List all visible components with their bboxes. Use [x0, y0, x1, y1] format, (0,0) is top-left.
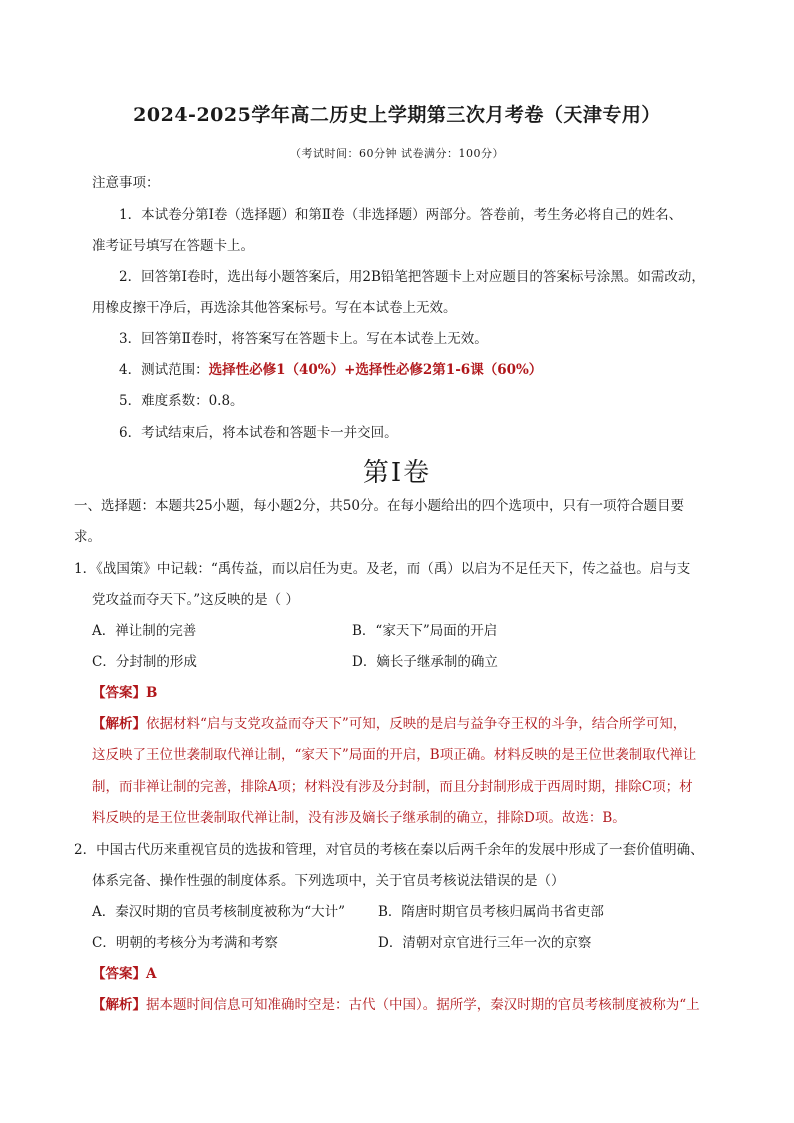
answer-label: 【答案】 [92, 685, 146, 701]
question-1-analysis [92, 714, 686, 734]
question-1-option-d: D．嫡长子继承制的确立 [352, 654, 498, 670]
question-1-stem: 1．《战国策》中记载：“禹传益，而以启任为吏。及老，而（禹）以启为不足任天下，传之益也。启与支 [74, 561, 691, 577]
analysis-label: 【解析】 [92, 997, 146, 1013]
page-title: 2024-2025学年高二历史上学期第三次月考卷（天津专用） [133, 104, 661, 126]
question-1-option-a: A．禅让制的完善 [92, 623, 197, 639]
question-2-answer [92, 964, 156, 984]
question-1-answer [92, 683, 157, 703]
note-item-1-cont: 准考证号填写在答题卡上。 [92, 238, 254, 254]
analysis-label: 【解析】 [92, 716, 146, 732]
note-item-4-label: 4．测试范围： [119, 362, 209, 378]
question-1-analysis-cont-2: 制，而非禅让制的完善，排除A项；材料没有涉及分封制，而且分封制形成于西周时期，排除C项；材 [92, 779, 693, 795]
answer-label: 【答案】 [92, 966, 146, 982]
question-1-option-b: B．“家天下”局面的开启 [352, 623, 498, 639]
note-item-2-cont: 用橡皮擦干净后，再选涂其他答案标号。写在本试卷上无效。 [92, 300, 457, 316]
question-2-analysis [92, 995, 700, 1015]
note-item-4 [119, 360, 542, 380]
answer-value: A [146, 966, 157, 982]
analysis-text: 据本题时间信息可知准确时空是：古代（中国）。据所学，秦汉时期的官员考核制度被称为“上 [146, 997, 700, 1013]
notes-heading: 注意事项： [92, 175, 160, 191]
question-2-stem-cont: 体系完备、操作性强的制度体系。下列选项中，关于官员考核说法错误的是（） [92, 873, 565, 889]
answer-value: B [146, 685, 158, 701]
note-item-6: 6．考试结束后，将本试卷和答题卡一并交回。 [119, 425, 398, 441]
section-instructions: 一、选择题：本题共25小题，每小题2分，共50分。在每小题给出的四个选项中，只有一项符合题目要 [74, 498, 684, 514]
question-2-option-b: B．隋唐时期官员考核归属尚书省吏部 [378, 904, 604, 920]
question-2-option-d: D．清朝对京官进行三年一次的京察 [378, 935, 592, 951]
section-instructions-cont: 求。 [74, 529, 101, 545]
exam-info: （考试时间：60分钟 试卷满分：100分） [290, 147, 504, 160]
note-item-5: 5．难度系数：0.8。 [119, 393, 244, 409]
question-1-stem-cont: 党攻益而夺天下。”这反映的是（ ） [92, 592, 299, 608]
analysis-text: 依据材料“启与支党攻益而夺天下”可知，反映的是启与益争夺王权的斗争，结合所学可知， [146, 716, 687, 732]
volume-title: 第Ⅰ卷 [362, 458, 432, 488]
question-2-option-a: A．秦汉时期的官员考核制度被称为“大计” [92, 904, 346, 920]
question-2-stem: 2．中国古代历来重视官员的选拔和管理，对官员的考核在秦以后两千余年的发展中形成了一套价值明确、 [74, 842, 704, 858]
question-1-analysis-cont-3: 料反映的是王位世袭制取代禅让制，没有涉及嫡长子继承制的确立，排除D项。故选：B。 [92, 810, 626, 826]
question-1-analysis-cont-1: 这反映了王位世袭制取代禅让制，“家天下”局面的开启，B项正确。材料反映的是王位世袭制取代禅让 [92, 747, 697, 763]
test-scope: 选择性必修1（40%）+选择性必修2第1-6课（60%） [208, 362, 543, 378]
note-item-1: 1．本试卷分第Ⅰ卷（选择题）和第Ⅱ卷（非选择题）两部分。答卷前，考生务必将自己的姓名、 [119, 207, 683, 223]
question-1-option-c: C．分封制的形成 [92, 654, 197, 670]
note-item-3: 3．回答第Ⅱ卷时，将答案写在答题卡上。写在本试卷上无效。 [119, 331, 488, 347]
note-item-2: 2．回答第Ⅰ卷时，选出每小题答案后，用2B铅笔把答题卡上对应题目的答案标号涂黑。如需改动， [119, 269, 705, 285]
question-2-option-c: C．明朝的考核分为考满和考察 [92, 935, 278, 951]
